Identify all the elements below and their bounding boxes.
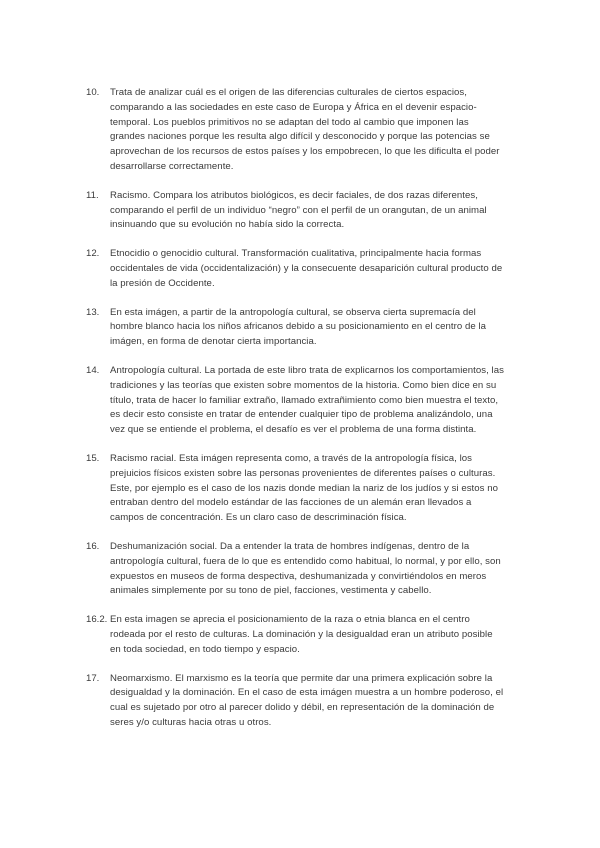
item-number: 16.2. [86,614,108,626]
item-number: 13. [86,306,100,318]
item-text: Deshumanización social. Da a entender la trata de hombres indígenas, dentro de la antropología cultural, fuera de lo que es entendido como habitual, lo normal, y por ello, son expuestos en museos de forma despectiva, deshumanizada y convirtiéndolos en meros animales simplemente por su tono de piel, facciones, vestimenta y cabello. [110,540,501,597]
item-text: Antropología cultural. La portada de este libro trata de explicarnos los comportamientos, las tradiciones y las teorías que existen sobre momentos de la historia. Como bien dice en su título, trata de hacer lo familiar extraño, llamado extrañimiento como bien muestra el texto, es decir esto consiste en tratar de entender cualquier tipo de problema analizándolo, una vez que se entiende el problema, el desafío es ver el problema de una forma distinta. [110,364,504,436]
item-number: 15. [86,452,100,464]
list-item-16 [86,540,506,599]
item-text: En esta imagen se aprecia el posicionamiento de la raza o etnia blanca en el centro rodeada por el resto de culturas. La dominación y la desigualdad eran un atributo posible en toda sociedad, en todo tiempo y espacio. [110,614,493,655]
item-text: Etnocidio o genocidio cultural. Transformación cualitativa, principalmente hacia formas occidentales de vida (occidentalización) y la consecuente desaparición cultural producto de la presión de Occidente. [110,248,503,289]
list-item-13 [86,306,506,350]
item-number: 16. [86,540,100,552]
item-text: Neomarxismo. El marxismo es la teoría que permite dar una primera explicación sobre la desigualdad y la dominación. En el caso de esta imágen muestra a un hombre poderoso, el cual es sujetado por otro al parecer dolido y débil, en representación de la dominación de seres y/o culturas hacia otras u otros. [110,672,504,728]
list-item-17 [86,672,506,731]
item-number: 14. [86,364,100,376]
list-item-11 [86,189,506,233]
list-item-15 [86,452,506,526]
item-text: Racismo. Compara los atributos biológicos, es decir faciales, de dos razas diferentes, comparando el perfil de un individuo “negro” con el perfil de un orangutan, de un animal insinuando que su evolución no había sido la correcta. [110,189,487,231]
item-number: 17. [86,672,100,684]
list-item-14 [86,364,506,438]
item-number: 12. [86,248,100,260]
list-item-12 [86,247,506,291]
item-number: 10. [86,87,100,98]
item-text: Racismo racial. Esta imágen representa como, a través de la antropología física, los prejuicios físicos existen sobre las personas provenientes de diferentes países o culturas. Este, por ejemplo es el caso de los nazis donde median la nariz de los judíos y si estos no entraban dentro del modelo estándar de las facciones de un alemán eran llevados a campos de concentración. Es un claro caso de descriminación física. [110,452,498,524]
numbered-list [86,86,506,745]
item-text: Trata de analizar cuál es el origen de las diferencias culturales de ciertos espacios, comparando a las sociedades en este caso de Europa y África en el devenir espacio-temporal. Los pueblos primitivos no se adaptan del todo al cambio que imponen las grandes naciones porque les resulta algo difícil y desconocido y porque las potencias se aprovechan de los recursos de estos países y los empobrecen, lo que les dificulta el poder desarrollarse correctamente. [110,87,500,172]
list-item-10 [86,86,506,175]
list-item-16-2 [86,613,506,657]
item-number: 11. [86,189,99,201]
item-text: En esta imágen, a partir de la antropología cultural, se observa cierta supremacía del hombre blanco hacia los niños africanos debido a su posicionamiento en el centro de la imágen, en forma de denotar cierta importancia. [110,306,487,348]
